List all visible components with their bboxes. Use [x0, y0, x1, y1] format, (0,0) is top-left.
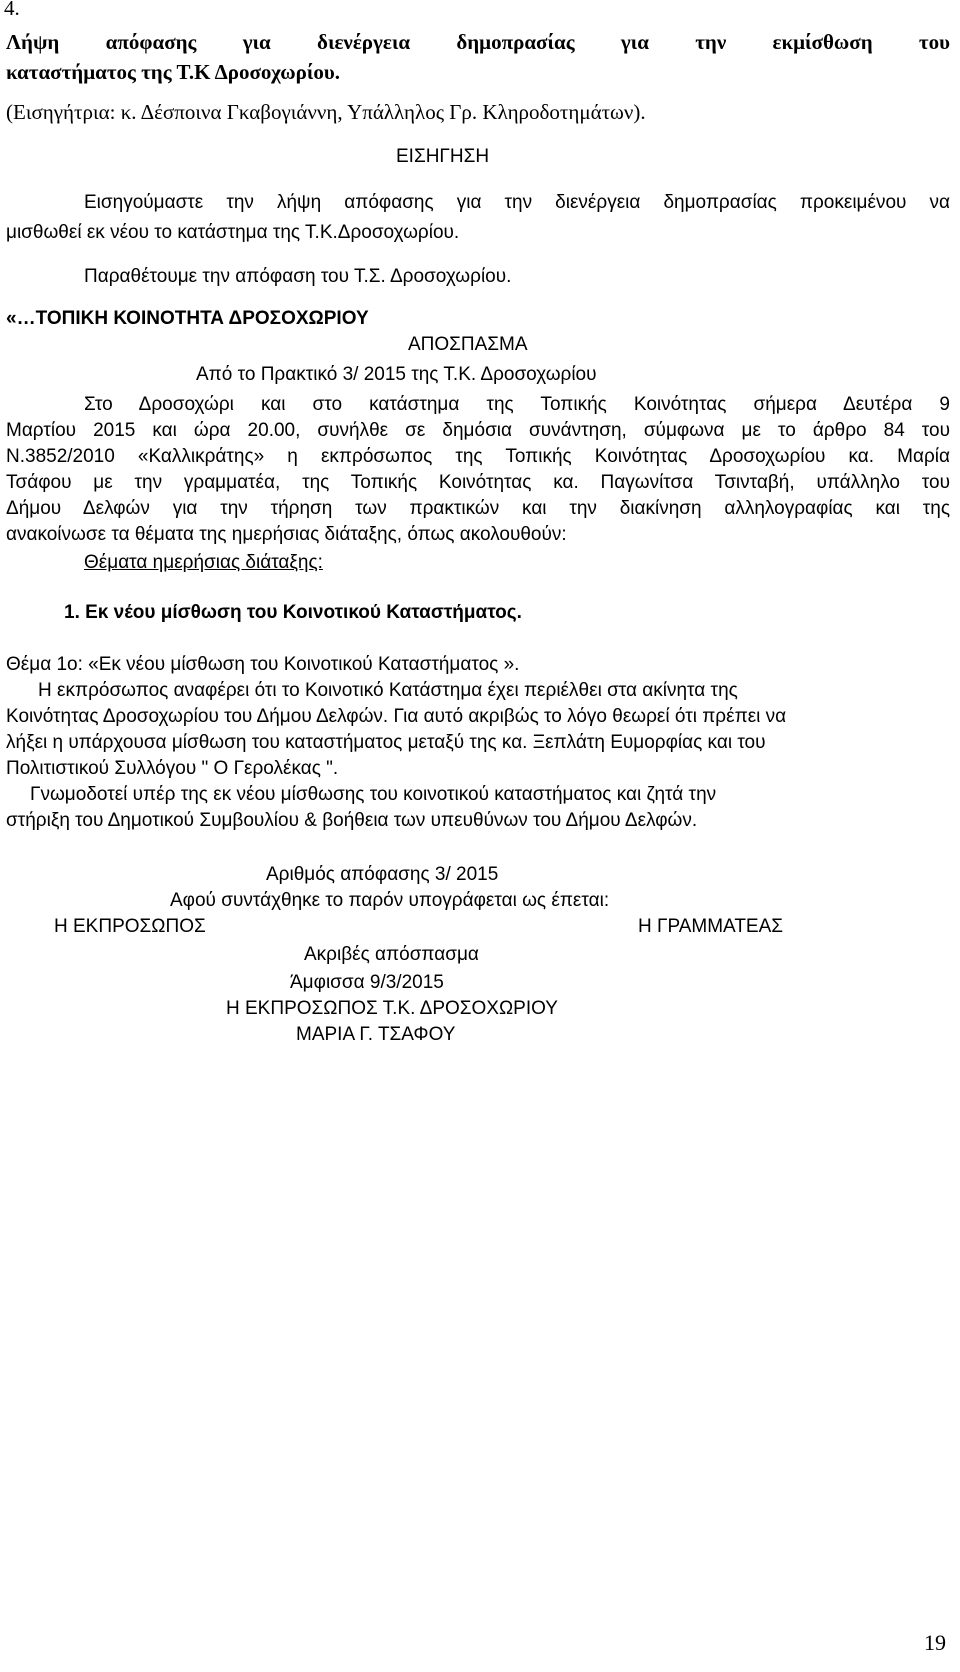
- page-number: 19: [924, 1630, 946, 1655]
- intro-line-4: Τσάφου με την γραμματέα, της Τοπικής Κοινότητας κα. Παγωνίτσα Τσινταβή, υπάλληλο του: [6, 472, 950, 493]
- apospasma-title: ΑΠΟΣΠΑΣΜΑ: [408, 334, 528, 355]
- place-date: Άμφισσα 9/3/2015: [290, 972, 444, 993]
- intro-line-3: Ν.3852/2010 «Καλλικράτης» η εκπρόσωπος της Τοπικής Κοινότητας Δροσοχωρίου κα. Μαρία: [6, 446, 950, 467]
- opinion-line-1: Γνωμοδοτεί υπέρ της εκ νέου μίσθωσης του κοινοτικού καταστήματος και ζητά την: [30, 784, 717, 805]
- agenda-title: Θέματα ημερήσιας διάταξης:: [84, 552, 323, 573]
- rapporteur-line: (Εισηγήτρια: κ. Δέσποινα Γκαβογιάννη, Υπάλληλος Γρ. Κληροδοτημάτων).: [6, 100, 646, 124]
- opinion-line-2: στήριξη του Δημοτικού Συμβουλίου & βοήθεια των υπευθύνων του Δήμου Δελφών.: [6, 810, 698, 831]
- from-minutes-line: Από το Πρακτικό 3/ 2015 της Τ.Κ. Δροσοχωρίου: [196, 364, 597, 385]
- exact-copy-label: Ακριβές απόσπασμα: [304, 944, 479, 965]
- eisigisi-title: ΕΙΣΗΓΗΣΗ: [396, 146, 490, 167]
- representative-label: Η ΕΚΠΡΟΣΩΠΟΣ: [54, 916, 206, 937]
- signer-name: ΜΑΡΙΑ Γ. ΤΣΑΦΟΥ: [296, 1024, 456, 1045]
- heading-line-2: καταστήματος της Τ.Κ Δροσοχωρίου.: [6, 60, 340, 84]
- intro-line-5: Δήμου Δελφών για την τήρηση των πρακτικών και την διακίνηση αλληλογραφίας και της: [6, 498, 950, 519]
- item-number: 4.: [4, 0, 20, 20]
- signer-title: Η ΕΚΠΡΟΣΩΠΟΣ Τ.Κ. ΔΡΟΣΟΧΩΡΙΟΥ: [226, 998, 558, 1019]
- intro-line-2: Μαρτίου 2015 και ώρα 20.00, συνήλθε σε δημόσια συνάντηση, σύμφωνα με το άρθρο 84 του: [6, 420, 950, 441]
- heading-line-1: Λήψη απόφασης για διενέργεια δημοπρασίας για την εκμίσθωση του: [6, 30, 950, 54]
- intro-last-line: ανακοίνωσε τα θέματα της ημερήσιας διάταξης, όπως ακολουθούν:: [6, 524, 567, 545]
- community-header: «…ΤΟΠΙΚΗ ΚΟΙΝΟΤΗΤΑ ΔΡΟΣΟΧΩΡΙΟΥ: [6, 308, 369, 329]
- signed-as-follows: Αφού συντάχθηκε το παρόν υπογράφεται ως έπεται:: [170, 890, 610, 911]
- body-line-3: λήξει η υπάρχουσα μίσθωση του καταστήματος μεταξύ της κα. Ξεπλάτη Ευμορφίας και του: [6, 732, 766, 753]
- body-line-2: Κοινότητας Δροσοχωρίου του Δήμου Δελφών. Για αυτό ακριβώς το λόγο θεωρεί ότι πρέπει να: [6, 706, 787, 727]
- eisigisi-paragraph-line-2: μισθωθεί εκ νέου το κατάστημα της Τ.Κ.Δροσοχωρίου.: [6, 222, 460, 243]
- intro-line-1: Στο Δροσοχώρι και στο κατάστημα της Τοπικής Κοινότητας σήμερα Δευτέρα 9: [84, 394, 950, 415]
- topic-line: Θέμα 1ο: «Εκ νέου μίσθωση του Κοινοτικού Καταστήματος ».: [6, 654, 520, 675]
- body-line-1: Η εκπρόσωπος αναφέρει ότι το Κοινοτικό Κατάστημα έχει περιέλθει στα ακίνητα της: [38, 680, 738, 701]
- secretary-label: Η ΓΡΑΜΜΑΤΕΑΣ: [638, 916, 784, 937]
- eisigisi-paragraph-line-1: Εισηγούμαστε την λήψη απόφασης για την διενέργεια δημοπρασίας προκειμένου να: [84, 192, 950, 213]
- body-line-4: Πολιτιστικού Συλλόγου " Ο Γερολέκας ".: [6, 758, 339, 779]
- decision-number: Αριθμός απόφασης 3/ 2015: [266, 864, 499, 885]
- attach-decision-line: Παραθέτουμε την απόφαση του Τ.Σ. Δροσοχωρίου.: [84, 266, 512, 287]
- agenda-item-1: 1. Εκ νέου μίσθωση του Κοινοτικού Καταστήματος.: [64, 602, 522, 623]
